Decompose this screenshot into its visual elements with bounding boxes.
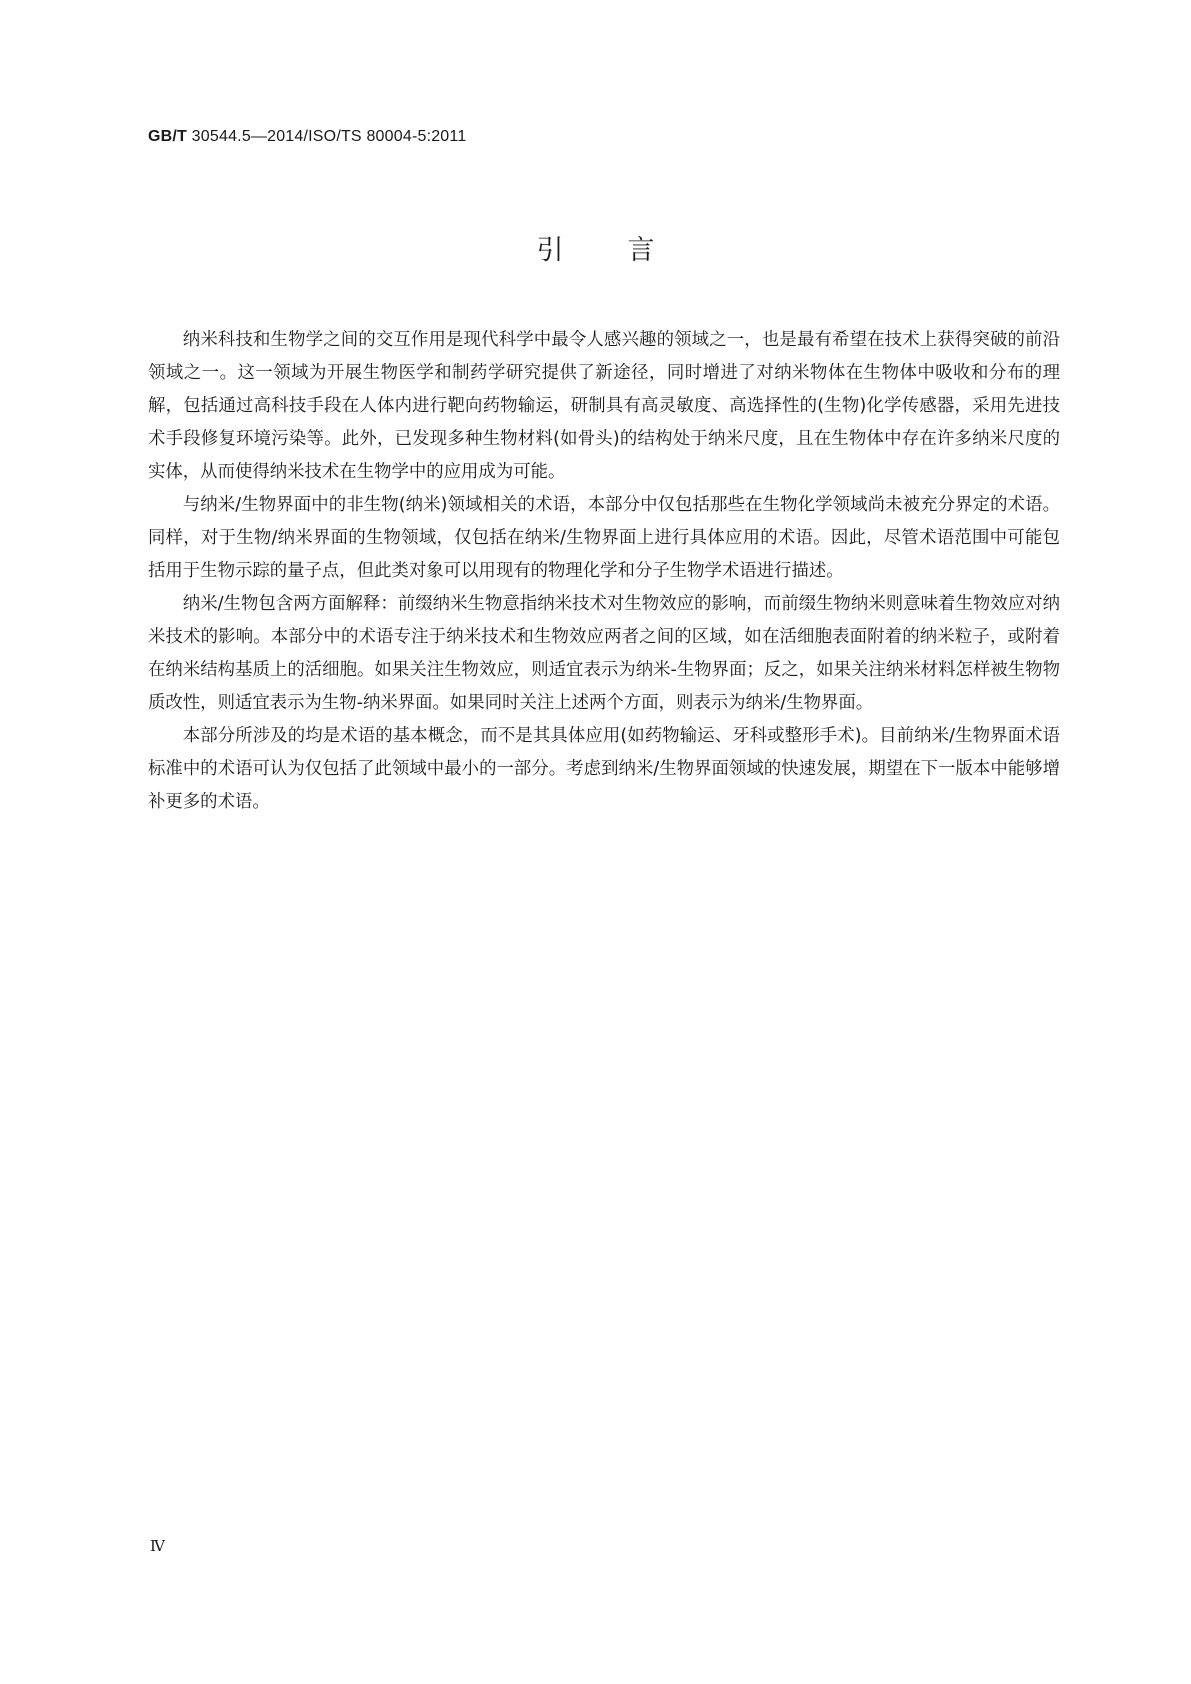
paragraph: 与纳米/生物界面中的非生物(纳米)领域相关的术语，本部分中仅包括那些在生物化学领域尚未被充分界定的术语。同样，对于生物/纳米界面的生物领域，仅包括在纳米/生物界面上进行具体应用的术语。因此，尽管术语范围中可能包括用于生物示踪的量子点，但此类对象可以用现有的物理化学和分子生物学术语进行描述。 bbox=[148, 495, 1060, 581]
standard-code-prefix: GB/T bbox=[148, 128, 188, 145]
paragraph: 纳米科技和生物学之间的交互作用是现代科学中最令人感兴趣的领域之一，也是最有希望在技术上获得突破的前沿领域之一。这一领域为开展生物医学和制药学研究提供了新途径，同时增进了对纳米物体在生物体中吸收和分布的理解，包括通过高科技手段在人体内进行靶向药物输运，研制具有高灵敏度、高选择性的(生物)化学传感器，采用先进技术手段修复环境污染等。此外，已发现多种生物材料(如骨头)的结构处于纳米尺度，且在生物体中存在许多纳米尺度的实体，从而使得纳米技术在生物学中的应用成为可能。 bbox=[148, 330, 1060, 482]
section-title: 引言 bbox=[536, 235, 719, 266]
page-number: Ⅳ bbox=[150, 1539, 165, 1555]
introduction-body bbox=[148, 324, 1060, 819]
standard-code-number: 30544.5—2014/ISO/TS 80004-5:2011 bbox=[187, 128, 467, 145]
paragraph: 本部分所涉及的均是术语的基本概念，而不是其具体应用(如药物输运、牙科或整形手术)。目前纳米/生物界面术语标准中的术语可认为仅包括了此领域中最小的一部分。考虑到纳米/生物界面领域的快速发展，期望在下一版本中能够增补更多的术语。 bbox=[148, 726, 1060, 812]
standard-code-header bbox=[148, 128, 466, 146]
paragraph: 纳米/生物包含两方面解释：前缀纳米生物意指纳米技术对生物效应的影响，而前缀生物纳米则意味着生物效应对纳米技术的影响。本部分中的术语专注于纳米技术和生物效应两者之间的区域，如在活细胞表面附着的纳米粒子，或附着在纳米结构基质上的活细胞。如果关注生物效应，则适宜表示为纳米-生物界面；反之，如果关注纳米材料怎样被生物物质改性，则适宜表示为生物-纳米界面。如果同时关注上述两个方面，则表示为纳米/生物界面。 bbox=[148, 594, 1060, 713]
